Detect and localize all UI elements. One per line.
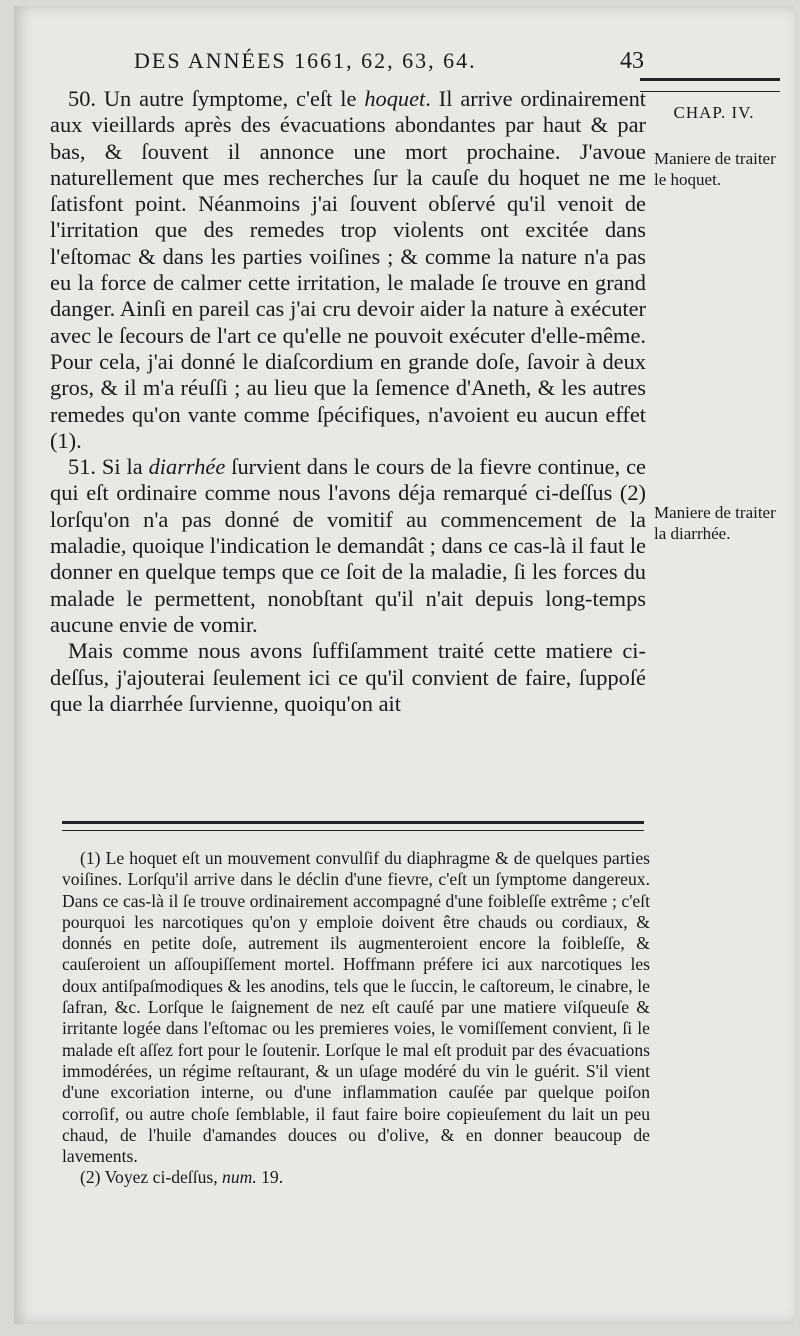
footnote-1: (1) Le hoquet eſt un mouvement convulſif du diaphragme & de quelques parties voiſines. Lorſqu'il arrive dans le déclin d'une fievre, c'eſt un ſymptome dangereux. Dans ce cas-là il ſe trouve ordinairement accompagné d'une foibleſſe extrême ; c'eſt pourquoi les narcotiques qu'on y emploie doivent être chauds ou cordiaux, & donnés en petite doſe, autrement ils augmenteroient encore la foibleſſe, & cauſeroient un aſſoupiſſement mortel. Hoffmann préfere ici aux narcotiques les doux antiſpaſmodiques & les anodins, tels que le ſuccin, le caſtoreum, le cinabre, le ſafran, &c. Lorſque le ſaignement de nez eſt cauſé par une matiere viſqueuſe & irritante logée dans l'eſtomac ou les premieres voies, le vomiſſement convient, ſi le malade eſt aſſez fort pour le ſoutenir. Lorſque le mal eſt produit par des évacuations immodérées, un régime reſtaurant, & un uſage modéré du vin le guérit. S'il vient d'une excoriation interne, ou d'une inflammation cauſée par quelque poiſon corroſif, ou autre choſe ſemblable, il faut faire boire copieuſement du lait un peu chaud, de l'huile d'amandes douces ou d'olive, & en donner beaucoup de lavements. <box>62 848 650 1167</box>
running-title: DES ANNÉES 1661, 62, 63, 64. <box>134 48 477 73</box>
main-text <box>50 86 646 717</box>
paragraph-50-lead: 50. Un autre ſymptome, c'eſt le <box>68 86 365 111</box>
footnote-2-ref: 19. <box>256 1167 284 1188</box>
book-page <box>14 6 794 1324</box>
footnote-2 <box>62 1167 650 1188</box>
paragraph-continuation: Mais comme nous avons ſuffiſamment traité cette matiere ci-deſſus, j'ajouterai ſeulement ici ce qu'il convient de faire, ſuppoſé que la diarrhée ſurvienne, quoiqu'on ait <box>50 638 646 716</box>
footnote-2-lead: (2) Voyez ci-deſſus, <box>80 1167 223 1188</box>
footnote-2-num: num. <box>222 1167 257 1188</box>
footnote-rule <box>62 821 644 831</box>
running-head <box>14 48 794 82</box>
paragraph-50-body: . Il arrive ordinairement aux vieillards après des évacuations abondantes par haut & par bas, & ſouvent il annonce une mort prochaine. J'avoue naturellement que mes recherches ſur la cauſe du hoquet ne me ſatisfont point. Néanmoins j'ai ſouvent obſervé qu'il venoit de l'irritation que des remedes trop violents ont excitée dans l'eſtomac & dans les parties voiſines ; & comme la nature n'a pas eu la force de calmer cette irritation, le malade ſe trouve en grand danger. Ainſi en pareil cas j'ai cru devoir aider la nature à exécuter avec le ſecours de l'art ce qu'elle ne pouvoit exécuter d'elle-même. Pour cela, j'ai donné le diaſcordium en grande doſe, ſavoir à deux gros, & il m'a réuſſi ; au lieu que la ſemence d'Aneth, & les autres remedes qu'on vante comme ſpécifiques, n'avoient eu aucun effet (1). <box>50 86 646 453</box>
margin-rule <box>640 78 780 92</box>
paragraph-50 <box>50 86 646 454</box>
page-number: 43 <box>620 48 644 74</box>
paragraph-51-lead: 51. Si la <box>68 454 149 480</box>
margin-note-diarrhee: Maniere de traiter la diarrhée. <box>654 503 776 543</box>
paragraph-51 <box>50 454 646 638</box>
paragraph-51-body: ſurvient dans le cours de la fievre continue, ce qui eſt ordinaire comme nous l'avons déja remarqué ci-deſſus (2) lorſqu'on n'a pas donné de vomitif au commencement de la maladie, quoique l'indication le demandât ; dans ce cas-là il faut le donner en quelque temps que ce ſoit de la maladie, ſi les forces du malade le permettent, nonobſtant qu'il n'ait depuis long-temps aucune envie de vomir. <box>50 454 646 637</box>
margin-note-hoquet: Maniere de traiter le hoquet. <box>654 149 776 189</box>
term-diarrhee: diarrhée <box>148 454 226 480</box>
chapter-label: CHAP. IV. <box>673 103 755 122</box>
term-hoquet: hoquet <box>364 86 426 111</box>
footnotes <box>62 848 650 1189</box>
